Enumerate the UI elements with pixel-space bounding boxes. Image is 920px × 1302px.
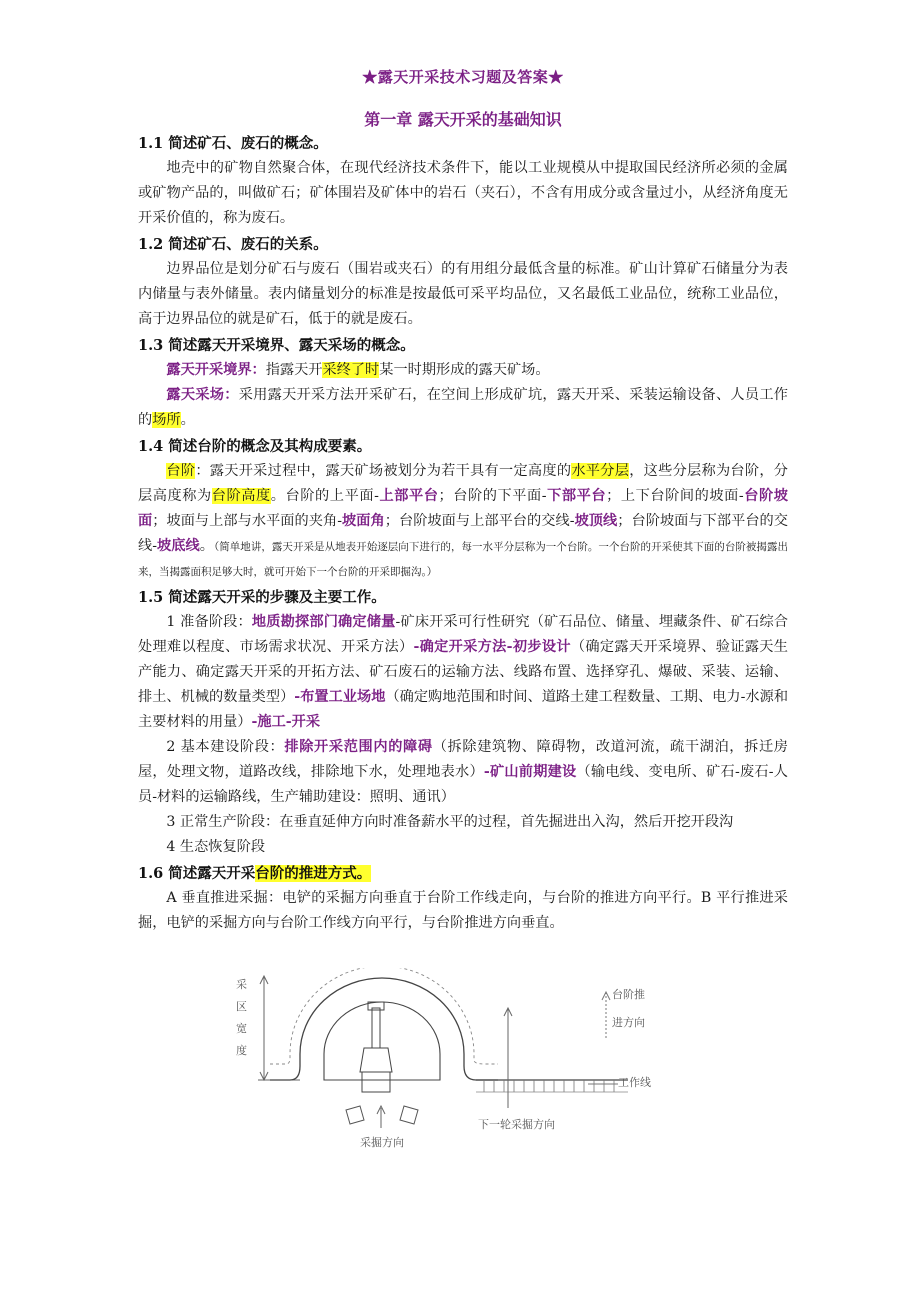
question-2-heading: 1.2 简述矿石、废石的关系。 [138,236,328,253]
document-page [138,0,788,936]
truck-right [400,1106,418,1124]
question-3-paragraph-2: 露天采场：采用露天开采方法开采矿石，在空间上形成矿坑，露天开采、采装运输设备、人员工作的场所。 [138,387,788,428]
question-4-heading: 1.4 简述台阶的概念及其构成要素。 [138,438,372,455]
question-6-answer: A 垂直推进采掘：电铲的采掘方向垂直于台阶工作线走向，与台阶的推进方向平行。B 平行推进采掘，电铲的采掘方向与台阶工作线方向平行，与台阶推进方向垂直。 [138,890,788,931]
highlight: 水平分层 [571,463,630,479]
term-boundary: 露天开采境界： [166,362,266,378]
truck-left [346,1106,364,1124]
arch-outer [270,978,498,1080]
question-3-paragraph-1: 露天开采境界：指露天开采终了时某一时期形成的露天矿场。 [166,362,550,378]
term-pit: 露天采场： [166,387,239,403]
question-6-heading: 1.6 简述露天开采台阶的推进方式。 [138,865,372,882]
shovel-track [362,1072,390,1092]
label-next-direction: 下一轮采掘方向 [478,1118,555,1131]
highlight: 场所 [152,412,181,428]
label-dig-direction: 采掘方向 [360,1136,404,1149]
stage-2: 2 基本建设阶段：排除开采范围内的障碍（拆除建筑物、障碍物，改道河流，疏干湖泊，拆迁房屋，处理文物，道路改线，排除地下水，处理地表水）-矿山前期建设（输电线、变电所、矿石-废石-人员-材料的运输路线，生产辅助建设：照明、通讯） [138,739,788,805]
question-5-heading: 1.5 简述露天开采的步骤及主要工作。 [138,589,386,606]
highlight: 台阶的推进方式。 [255,865,372,882]
highlight: 台阶高度 [211,488,271,504]
question-4-answer: 台阶：露天开采过程中，露天矿场被划分为若干具有一定高度的水平分层，这些分层称为台阶，分层高度称为台阶高度。台阶的上平面-上部平台；台阶的下平面-下部平台；上下台阶间的坡面-台阶坡面；坡面与上部与水平面的夹角-坡面角；台阶坡面与上部平台的交线-坡顶线；台阶坡面与下部平台的交线-坡底线。（简单地讲，露天开采是从地表开始逐层向下进行的，每一水平分层称为一个台阶。一个台阶的开采使其下面的台阶被揭露出来，当揭露面积足够大时，就可开始下一个台阶的开采即掘沟。） [138,463,788,578]
label-push-b: 进方向 [612,1016,645,1029]
label-workline: 工作线 [618,1076,651,1089]
highlight: 采终了时 [322,362,380,378]
shovel-body [360,1048,392,1072]
document-title: ★露天开采技术习题及答案★ [362,68,564,86]
label-width: 采区宽度 [236,978,247,1057]
label-push-a: 台阶推 [612,988,645,1001]
stage-1: 1 准备阶段：地质勘探部门确定储量-矿床开采可行性研究（矿石品位、储量、埋藏条件、矿石综合处理难以程度、市场需求状况、开采方法）-确定开采方法-初步设计（确定露天开采境界、验证露天生产能力、确定露天开采的开拓方法、矿石废石的运输方法、线路布置、选择穿孔、爆破、采装、运输、排土、机械的数量类型）-布置工业场地（确定购地范围和时间、道路土建工程数量、工期、电力-水源和主要材料的用量）-施工-开采 [138,614,789,730]
chapter-title: 第一章 露天开采的基础知识 [364,110,562,129]
bench-hatch [484,1080,614,1092]
question-2-answer: 边界品位是划分矿石与废石（围岩或夹石）的有用组分最低含量的标准。矿山计算矿石储量分为表内储量与表外储量。表内储量划分的标准是按最低可采平均品位，又名最低工业品位，统称工业品位，高于边界品位的就是矿石，低于的就是废石。 [138,261,788,327]
stage-3: 3 正常生产阶段：在垂直延伸方向时准备薪水平的过程，首先掘进出入沟，然后开挖开段沟 [166,814,734,830]
arch-opening [324,1002,440,1080]
bench-advance-diagram [228,968,668,1158]
question-3-heading: 1.3 简述露天开采境界、露天采场的概念。 [138,337,415,354]
question-1-heading: 1.1 简述矿石、废石的概念。 [138,135,328,152]
highlight: 台阶 [166,463,196,479]
question-1-answer: 地壳中的矿物自然聚合体，在现代经济技术条件下，能以工业规模从中提取国民经济所必须的金属或矿物产品的，叫做矿石；矿体围岩及矿体中的岩石（夹石），不含有用成分或含量过小，从经济角度无开采价值的，称为废石。 [138,160,788,226]
stage-4: 4 生态恢复阶段 [166,839,266,855]
shovel-boom [372,1008,380,1048]
footnote: （简单地讲，露天开采是从地表开始逐层向下进行的，每一水平分层称为一个台阶。一个台阶的开采使其下面的台阶被揭露出来，当揭露面积足够大时，就可开始下一个台阶的开采即掘沟。） [138,541,788,578]
